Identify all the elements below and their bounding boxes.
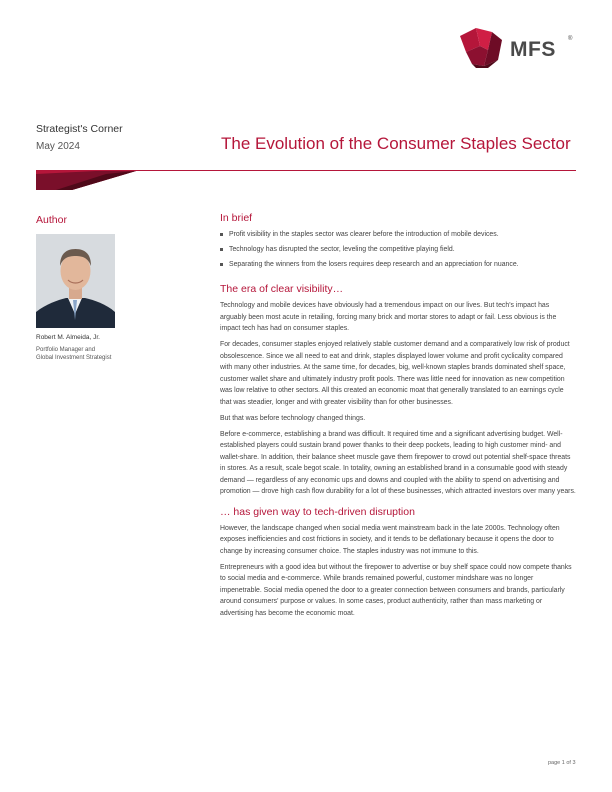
header-band — [36, 170, 576, 190]
author-photo — [36, 234, 115, 328]
author-heading: Author — [36, 214, 67, 226]
body-paragraph: However, the landscape changed when social media went mainstream back in the late 2000s. Technology often exposes inefficiencies and cost frictions in society, and it tends to be deflationary because it opens the door to change by increasing consumer choice. The staples industry was not immune to this. — [220, 524, 560, 555]
publication-date: May 2024 — [36, 141, 80, 152]
section-heading: … has given way to tech-driven disruption — [220, 505, 415, 518]
author-name: Robert M. Almeida, Jr. — [36, 334, 100, 341]
body-paragraph: But that was before technology changed things. — [220, 414, 366, 422]
body-paragraph: Entrepreneurs with a good idea but without the firepower to advertise or buy shelf space could now compete thanks to social media and e-commerce. While brands remained powerful, customer mindshare was no longer impenetrable. Social media opened the door to a greater connection between consumers and brands, particularly around consumers' purpose or values. In some cases, product authenticity, rather than mass marketing or advertising has become the economic moat. — [220, 563, 572, 617]
body-paragraph: Before e-commerce, establishing a brand was difficult. It required time and a significant advertising budget. Well-established players could sustain brand power thanks to their deep pockets, leading to high customer mind- and wallet-share. In addition, their balance sheet muscle gave them firepower to crowd out potential shelf-space threats in stores. As a result, scale begot scale. In totality, owning an established brand in a consumable good with steady demand — regardless of any economic ups and downs and coupled with the ability to spend on advertising and promotion — drove high cash flow durability for a lot of these businesses, which attracted investors over many years. — [220, 430, 576, 495]
in-brief-bullet: Profit visibility in the staples sector was clearer before the introduction of mobile devices. — [220, 230, 576, 239]
logo-registered-mark: ® — [568, 36, 573, 42]
in-brief-heading: In brief — [220, 212, 253, 224]
mfs-logo — [458, 26, 578, 70]
author-role-line: Portfolio Manager and — [36, 347, 96, 353]
body-paragraph: Technology and mobile devices have obviously had a tremendous impact on our lives. But tech's impact has arguably been most acute in retailing, forcing many brick and mortar stores to adapt or fail. Less obvious is the impact tech has had on consumer staples. — [220, 302, 557, 332]
section-heading: The era of clear visibility… — [220, 283, 344, 295]
main-content — [220, 212, 576, 624]
mfs-logo-mark-icon — [458, 26, 504, 68]
logo-wordmark: MFS — [510, 38, 556, 61]
page-number: page 1 of 3 — [548, 760, 576, 766]
author-role-line: Global Investment Strategist — [36, 355, 112, 361]
series-label: Strategist's Corner — [36, 123, 123, 135]
in-brief-bullet: Technology has disrupted the sector, leveling the competitive playing field. — [220, 245, 576, 254]
in-brief-bullet: Separating the winners from the losers requires deep research and an appreciation for nuance. — [220, 260, 576, 269]
author-role — [36, 346, 136, 362]
in-brief-list — [220, 230, 576, 269]
body-paragraph: For decades, consumer staples enjoyed relatively stable customer demand and a comparatively low risk of product obsolescence. Since we all need to eat and drink, staples displayed lower volume and profit cyclicality compared with many other industries. At the same time, for decades, big, well-known staples brands dominated shelf space, customer wallet share and ultimately industry profit pools. There was little need for innovation as new competition was low relative to other sectors. All this created an economic moat that generally translated to an earnings cycle that was steadier, longer and with greater visibility than for other businesses. — [220, 341, 570, 406]
page-title: The Evolution of the Consumer Staples Sector — [221, 134, 571, 153]
